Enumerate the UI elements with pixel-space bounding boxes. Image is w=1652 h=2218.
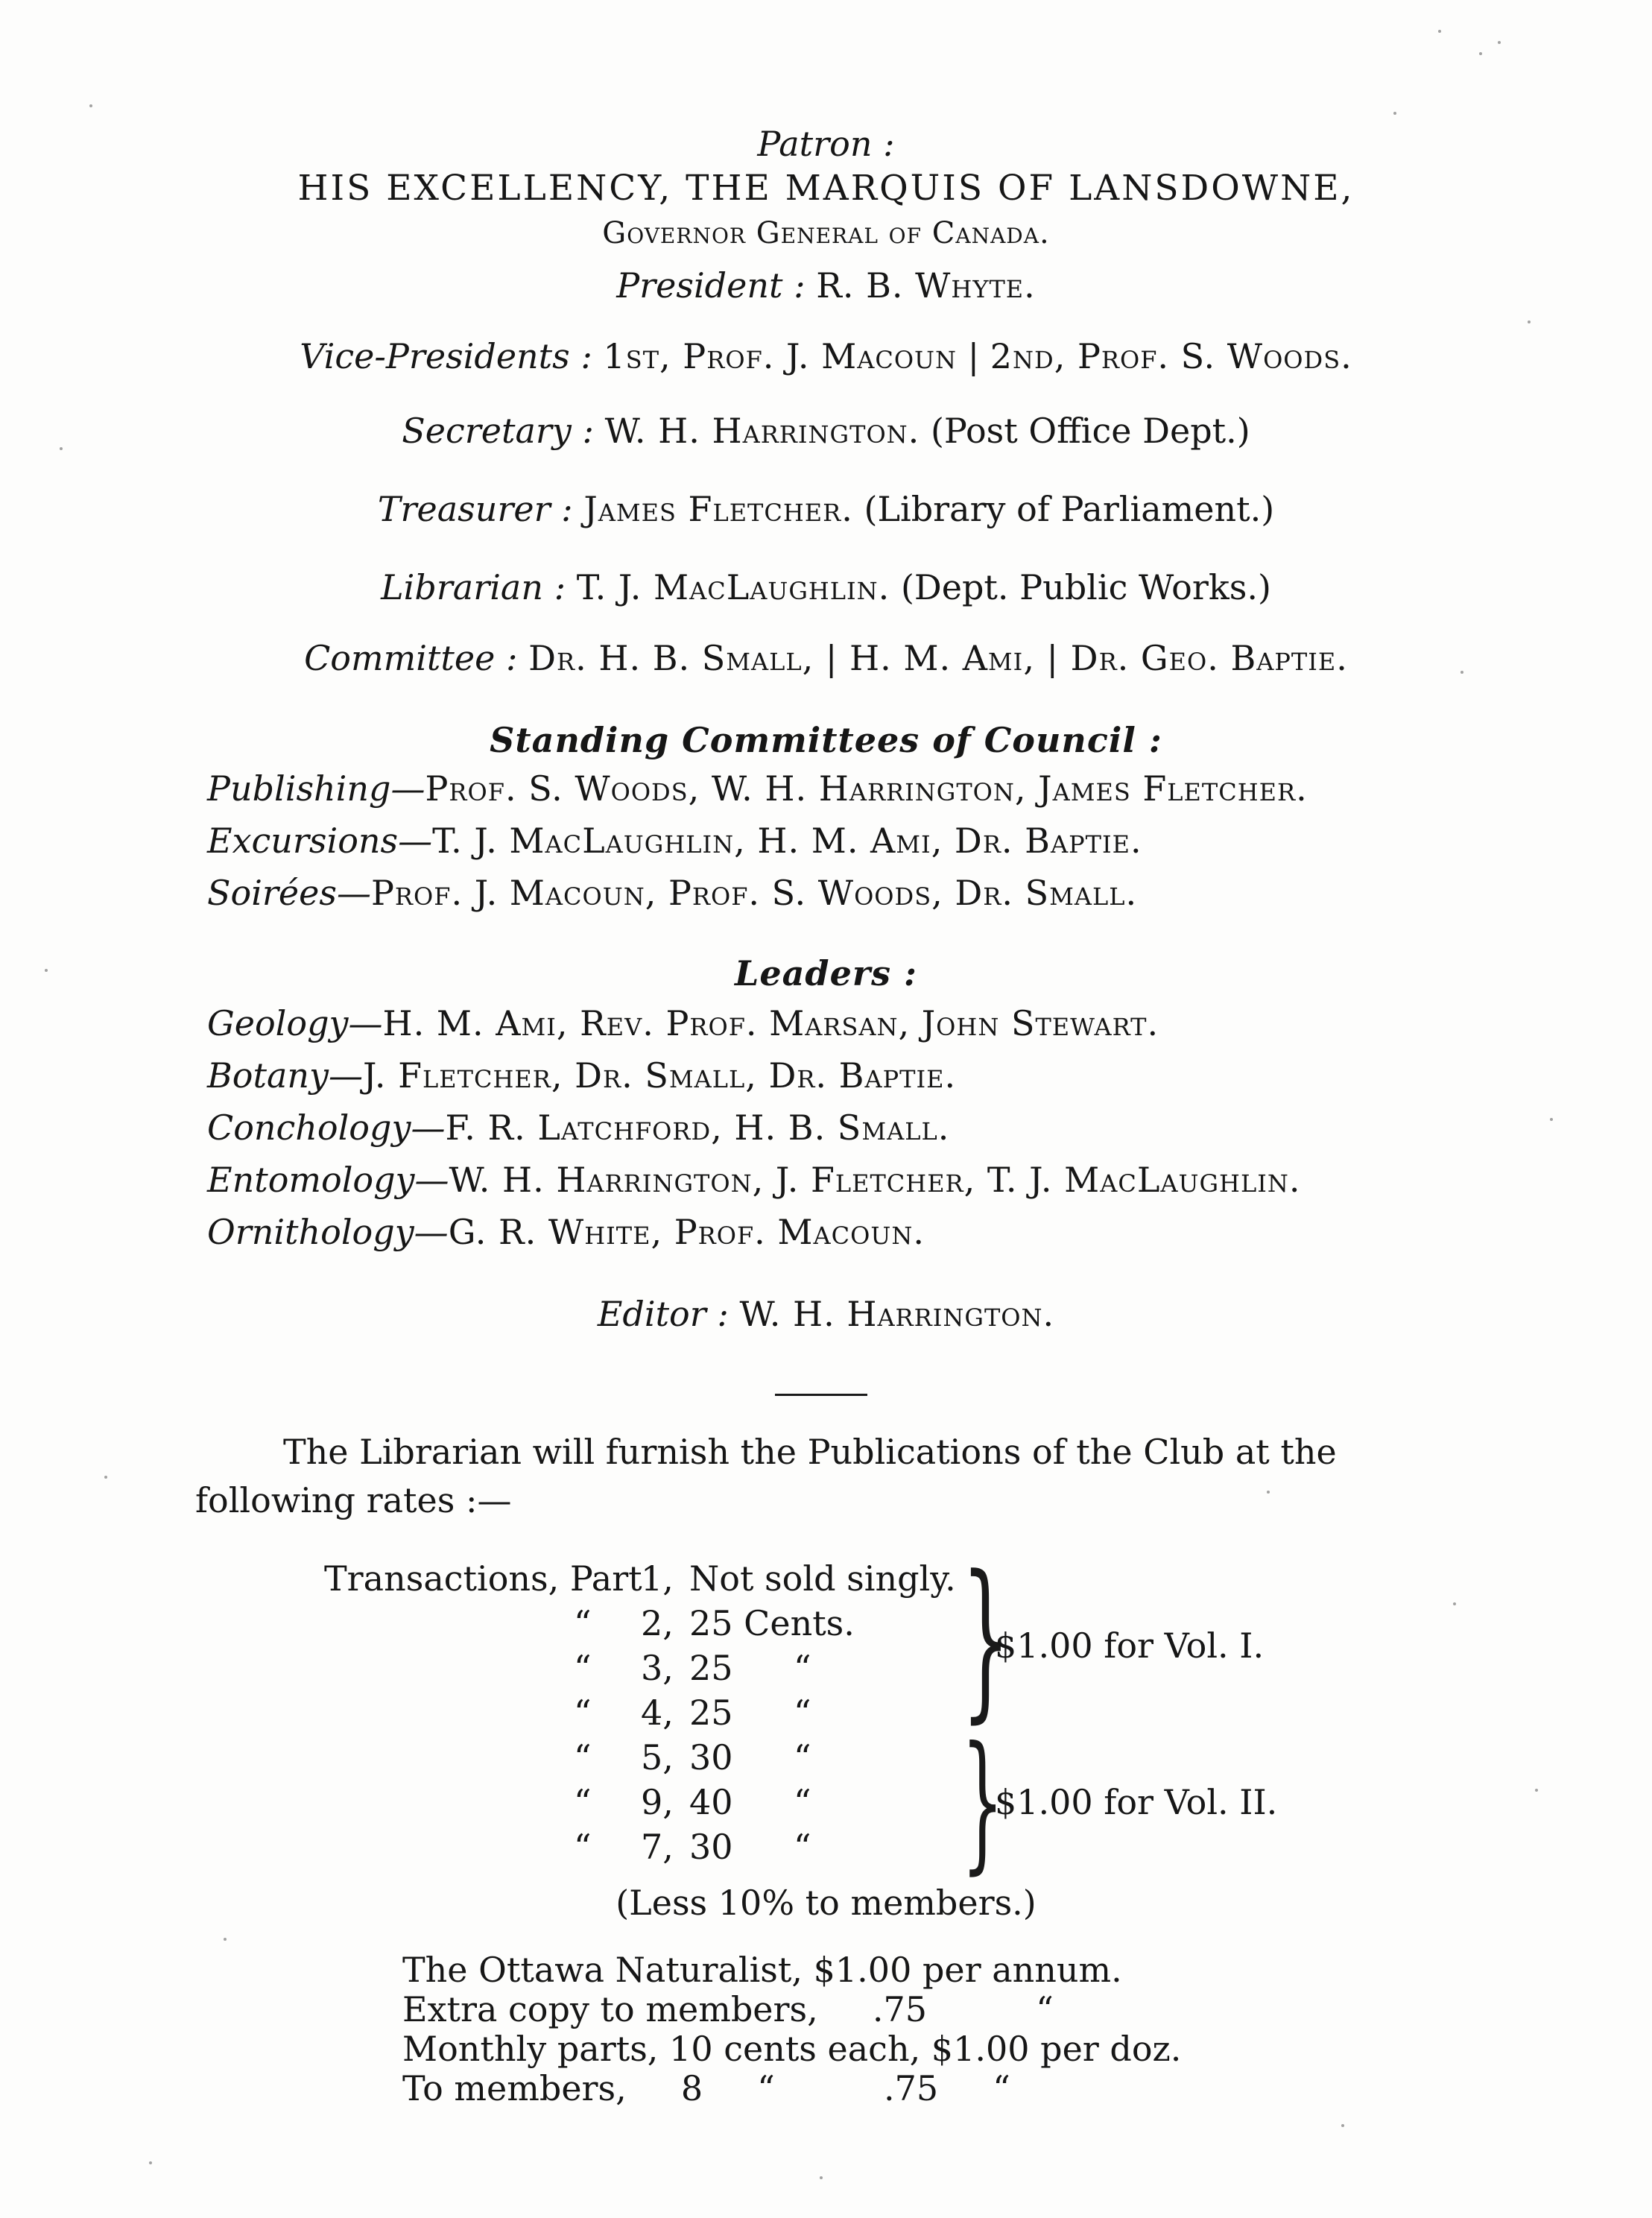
leader-label: Botany—: [207, 1055, 364, 1096]
leader-row: [207, 1002, 1159, 1044]
leader-names: G. R. White, Prof. Macoun.: [448, 1212, 925, 1252]
brace-vol2: }: [961, 1715, 1004, 1889]
secretary-name: W. H. Harrington.: [604, 411, 920, 451]
part-number: 1,: [641, 1558, 674, 1599]
part-price: 25: [689, 1693, 733, 1733]
president-name: R. B. Whyte.: [816, 265, 1036, 306]
patron-title: Governor General of Canada.: [602, 216, 1050, 250]
editor-label: Editor :: [597, 1294, 729, 1334]
treasurer-note: (Library of Parliament.): [864, 489, 1275, 529]
part-price: 25 Cents.: [689, 1603, 855, 1643]
ditto-mark: “: [574, 1782, 592, 1822]
editor-line: [0, 1293, 1652, 1335]
librarian-line: [0, 566, 1652, 608]
ditto-mark: “: [794, 1782, 811, 1822]
committee-label: Committee :: [304, 638, 518, 678]
naturalist-line: The Ottawa Naturalist, $1.00 per annum.: [402, 1950, 1122, 1990]
ditto-mark: “: [574, 1737, 592, 1778]
standing-committees-heading: Standing Committees of Council :: [490, 720, 1162, 760]
standing-names: T. J. MacLaughlin, H. M. Ami, Dr. Baptie.: [432, 821, 1142, 861]
ditto-mark: “: [794, 1827, 811, 1867]
ditto-mark: “: [574, 1648, 592, 1688]
intro-line-2: following rates :—: [195, 1480, 512, 1520]
treasurer-line: [0, 488, 1652, 530]
standing-names: Prof. J. Macoun, Prof. S. Woods, Dr. Small.: [370, 873, 1138, 913]
ditto-mark: “: [574, 1827, 592, 1867]
librarian-label: Librarian :: [381, 567, 566, 607]
ditto-mark: “: [794, 1737, 811, 1778]
naturalist-line: Monthly parts, 10 cents each, $1.00 per doz.: [402, 2029, 1182, 2069]
naturalist-line: Extra copy to members, .75 “: [402, 1989, 1054, 2029]
members-discount: (Less 10% to members.): [615, 1883, 1037, 1923]
standing-label: Excursions—: [207, 821, 433, 861]
intro-line-1: The Librarian will furnish the Publications of the Club at the: [283, 1432, 1337, 1472]
leader-row: [207, 1107, 949, 1149]
leader-names: W. H. Harrington, J. Fletcher, T. J. MacLaughlin.: [449, 1160, 1301, 1200]
ditto-mark: “: [574, 1603, 592, 1643]
leader-label: Conchology—: [207, 1108, 446, 1148]
vol1-price: $1.00 for Vol. I.: [995, 1625, 1265, 1666]
part-number: 4,: [641, 1693, 674, 1733]
patron-name: HIS EXCELLENCY, THE MARQUIS OF LANSDOWNE,: [297, 168, 1355, 209]
leaders-heading: Leaders :: [735, 953, 917, 993]
treasurer-name: James Fletcher.: [583, 489, 853, 529]
ditto-mark: “: [574, 1693, 592, 1733]
standing-names: Prof. S. Woods, W. H. Harrington, James Fletcher.: [425, 768, 1308, 809]
part-price: 30: [689, 1827, 733, 1867]
leader-row: [207, 1211, 925, 1253]
standing-row: [207, 820, 1142, 862]
standing-label: Publishing—: [207, 768, 425, 809]
vice-presidents-line: [0, 335, 1652, 377]
leader-names: J. Fletcher, Dr. Small, Dr. Baptie.: [363, 1055, 957, 1096]
president-label: President :: [616, 265, 806, 306]
leader-row: [207, 1055, 956, 1096]
committee-names: Dr. H. B. Small, | H. M. Ami, | Dr. Geo. Baptie.: [528, 638, 1348, 678]
librarian-name: T. J. MacLaughlin.: [576, 567, 890, 607]
leader-label: Geology—: [207, 1003, 383, 1043]
part-number: 3,: [641, 1648, 674, 1688]
naturalist-line: To members, 8 “ .75 “: [402, 2068, 1010, 2108]
vice-second: 2nd, Prof. S. Woods.: [990, 336, 1352, 376]
ditto-mark: “: [794, 1648, 811, 1688]
standing-row: [207, 768, 1308, 809]
leader-names: H. M. Ami, Rev. Prof. Marsan, John Stewart.: [382, 1003, 1159, 1043]
part-number: 9,: [641, 1782, 674, 1822]
section-divider: [775, 1394, 867, 1396]
president-line: [0, 265, 1652, 306]
ditto-mark: “: [794, 1693, 811, 1733]
part-number: 2,: [641, 1603, 674, 1643]
vice-separator: |: [967, 336, 980, 376]
part-number: 7,: [641, 1827, 674, 1867]
committee-line: [0, 637, 1652, 679]
vice-label: Vice-Presidents :: [300, 336, 592, 376]
secretary-line: [0, 410, 1652, 452]
leader-label: Entomology—: [207, 1160, 449, 1200]
part-price: 40: [689, 1782, 733, 1822]
patron-label: Patron :: [757, 124, 895, 164]
transactions-lead: Transactions, Part: [324, 1558, 642, 1599]
secretary-label: Secretary :: [402, 411, 595, 451]
treasurer-label: Treasurer :: [377, 489, 573, 529]
part-number: 5,: [641, 1737, 674, 1778]
vice-first: 1st, Prof. J. Macoun: [603, 336, 958, 376]
part-price: Not sold singly.: [689, 1558, 956, 1599]
part-price: 30: [689, 1737, 733, 1778]
standing-label: Soirées—: [207, 873, 371, 913]
brace-vol1: }: [961, 1540, 1010, 1739]
leader-row: [207, 1159, 1300, 1201]
vol2-price: $1.00 for Vol. II.: [995, 1782, 1278, 1822]
leader-names: F. R. Latchford, H. B. Small.: [445, 1108, 950, 1148]
leader-label: Ornithology—: [207, 1212, 449, 1252]
editor-name: W. H. Harrington.: [739, 1294, 1055, 1334]
secretary-note: (Post Office Dept.): [930, 411, 1250, 451]
part-price: 25: [689, 1648, 733, 1688]
standing-row: [207, 872, 1137, 914]
librarian-note: (Dept. Public Works.): [900, 567, 1271, 607]
